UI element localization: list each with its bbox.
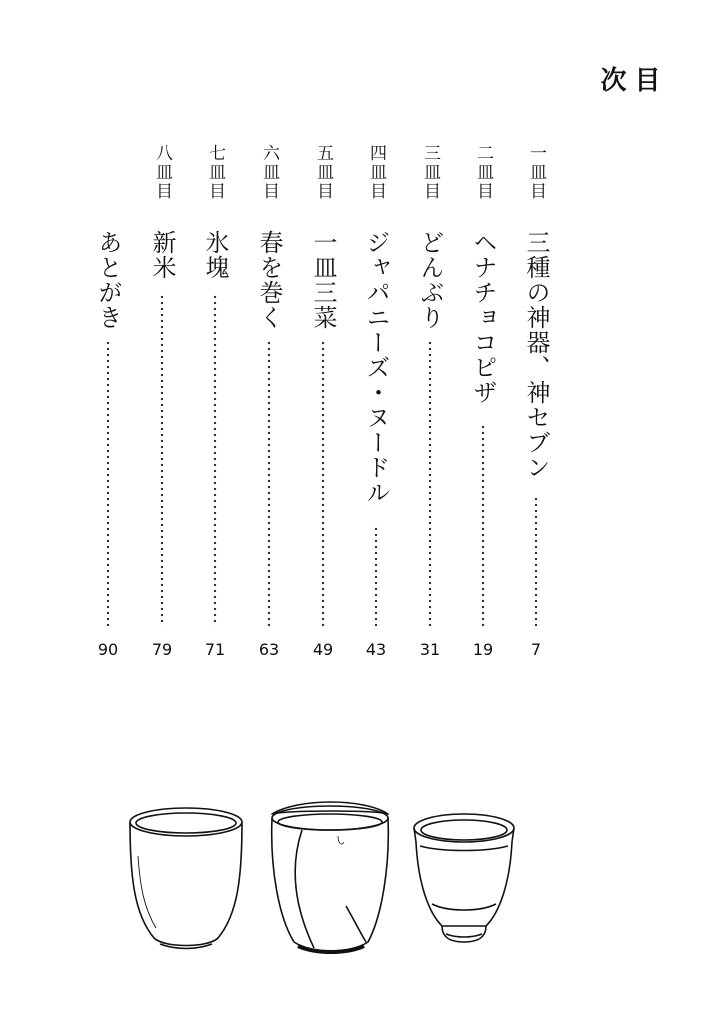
toc-entry[interactable] bbox=[520, 144, 552, 664]
entry-title: どんぶり bbox=[416, 230, 444, 330]
cups-illustration bbox=[120, 796, 540, 956]
dot-leader bbox=[321, 340, 325, 626]
dot-leader bbox=[106, 340, 110, 626]
entry-chapter: 四皿目 bbox=[366, 144, 386, 201]
entry-title: 氷塊 bbox=[201, 230, 229, 280]
toc-entry[interactable] bbox=[414, 144, 446, 664]
toc-entry[interactable] bbox=[146, 144, 178, 664]
toc-entry[interactable] bbox=[199, 144, 231, 664]
entry-chapter: 二皿目 bbox=[473, 144, 493, 201]
entry-title: 三種の神器、神セブン bbox=[522, 230, 550, 480]
entry-title: ヘナチョコピザ bbox=[469, 230, 497, 405]
teacup-footed-icon bbox=[414, 814, 514, 942]
dot-leader bbox=[213, 294, 217, 626]
entry-page: 90 bbox=[97, 640, 119, 659]
entry-title: ジャパニーズ・ヌードル bbox=[362, 230, 390, 505]
entry-title: 新米 bbox=[148, 230, 176, 280]
page-title: 目次 bbox=[596, 66, 660, 132]
teacup-twisted-icon bbox=[272, 802, 389, 952]
dot-leader bbox=[374, 526, 378, 626]
entry-chapter: 六皿目 bbox=[259, 144, 279, 201]
entry-page: 71 bbox=[204, 640, 226, 659]
toc-entry[interactable] bbox=[92, 144, 124, 664]
entry-title: 一皿三菜 bbox=[309, 230, 337, 330]
entry-page: 7 bbox=[530, 640, 542, 659]
toc-entry[interactable] bbox=[253, 144, 285, 664]
entry-page: 79 bbox=[151, 640, 173, 659]
entry-page: 19 bbox=[472, 640, 494, 659]
entry-chapter: 八皿目 bbox=[152, 144, 172, 201]
entry-chapter: 三皿目 bbox=[420, 144, 440, 201]
entry-page: 49 bbox=[312, 640, 334, 659]
entry-chapter: 一皿目 bbox=[526, 144, 546, 201]
entry-page: 43 bbox=[365, 640, 387, 659]
entry-title: あとがき bbox=[94, 230, 122, 330]
dot-leader bbox=[160, 294, 164, 626]
dot-leader bbox=[534, 496, 538, 626]
dot-leader bbox=[267, 340, 271, 626]
entry-chapter: 五皿目 bbox=[313, 144, 333, 201]
teacup-plain-icon bbox=[130, 808, 242, 949]
dot-leader bbox=[481, 424, 485, 626]
entry-page: 31 bbox=[419, 640, 441, 659]
entry-title: 春を巻く bbox=[255, 230, 283, 330]
entry-chapter: 七皿目 bbox=[205, 144, 225, 201]
entry-page: 63 bbox=[258, 640, 280, 659]
toc-entry[interactable] bbox=[360, 144, 392, 664]
toc-entry[interactable] bbox=[467, 144, 499, 664]
toc-entry[interactable] bbox=[307, 144, 339, 664]
dot-leader bbox=[428, 340, 432, 626]
